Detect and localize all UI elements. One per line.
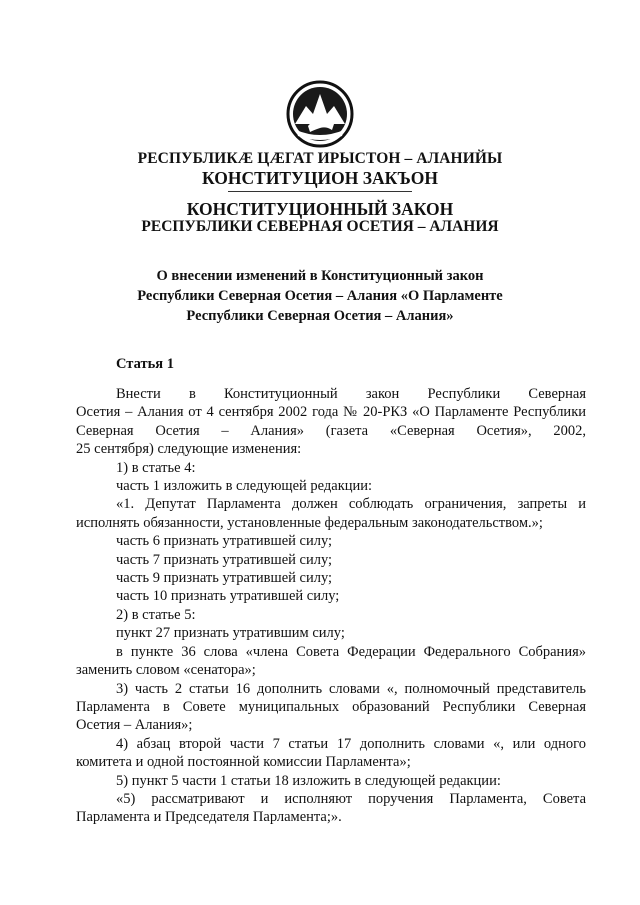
body-line: «5) рассматривают и исполняют поручения Парламента, Совета [116, 790, 586, 807]
body-line: комитета и одной постоянной комиссии Парламента»; [76, 754, 411, 771]
body-line: Парламента и Председателя Парламента;». [76, 809, 342, 826]
body-line: Парламента в Совете муниципальных образований Республики Северная [76, 698, 586, 715]
header-line-republic: РЕСПУБЛИКИ СЕВЕРНАЯ ОСЕТИЯ – АЛАНИЯ [141, 218, 499, 235]
body-line: Северная Осетия – Алания» (газета «Северная Осетия», 2002, [76, 422, 586, 439]
body-line: часть 10 признать утратившей силу; [116, 588, 340, 605]
header-line-law-type: КОНСТИТУЦИОННЫЙ ЗАКОН [186, 199, 454, 219]
body-line: Осетия – Алания от 4 сентября 2002 года № 20-РКЗ «О Парламенте Республики [76, 404, 586, 421]
body-line: часть 1 изложить в следующей редакции: [116, 478, 373, 495]
body-line: 2) в статье 5: [116, 606, 196, 623]
header-line-ossetian-law: КОНСТИТУЦИОН ЗАКЪОН [202, 168, 438, 188]
body-line: 5) пункт 5 части 1 статьи 18 изложить в следующей редакции: [116, 772, 501, 789]
body-line: 4) абзац второй части 7 статьи 17 дополнить словами «, или одного [116, 735, 586, 752]
body-line: 1) в статье 4: [116, 459, 196, 476]
body-line: Внести в Конституционный закон Республики Северная [116, 386, 586, 402]
title-line: Республики Северная Осетия – Алания» [186, 308, 454, 324]
title-line: Республики Северная Осетия – Алания «О Парламенте [137, 288, 503, 304]
document-body [76, 385, 586, 827]
coat-of-arms-emblem [286, 80, 354, 148]
article-heading: Статья 1 [116, 356, 174, 372]
header-line-ossetian-republic: РЕСПУБЛИКÆ ЦÆГАТ ИРЫСТОН – АЛАНИЙЫ [137, 150, 503, 167]
body-line: в пункте 36 слова «члена Совета Федерации Федерального Собрания» [116, 643, 586, 660]
body-line: 3) часть 2 статьи 16 дополнить словами «, полномочный представитель [116, 680, 586, 697]
body-line: заменить словом «сенатора»; [76, 662, 256, 679]
body-line: 25 сентября) следующие изменения: [76, 441, 302, 458]
document-title [60, 266, 580, 326]
body-line: «1. Депутат Парламента должен соблюдать ограничения, запреты и [116, 496, 586, 513]
body-line: часть 6 признать утратившей силу; [116, 533, 333, 550]
body-line: часть 7 признать утратившей силу; [116, 551, 333, 568]
title-line: О внесении изменений в Конституционный закон [156, 268, 484, 284]
body-line: часть 9 признать утратившей силу; [116, 570, 333, 587]
body-line: пункт 27 признать утратившим силу; [116, 625, 345, 642]
body-line: Осетия – Алания»; [76, 717, 193, 734]
header-divider [228, 191, 412, 192]
body-line: исполнять обязанности, установленные федеральным законодательством.»; [76, 514, 543, 531]
